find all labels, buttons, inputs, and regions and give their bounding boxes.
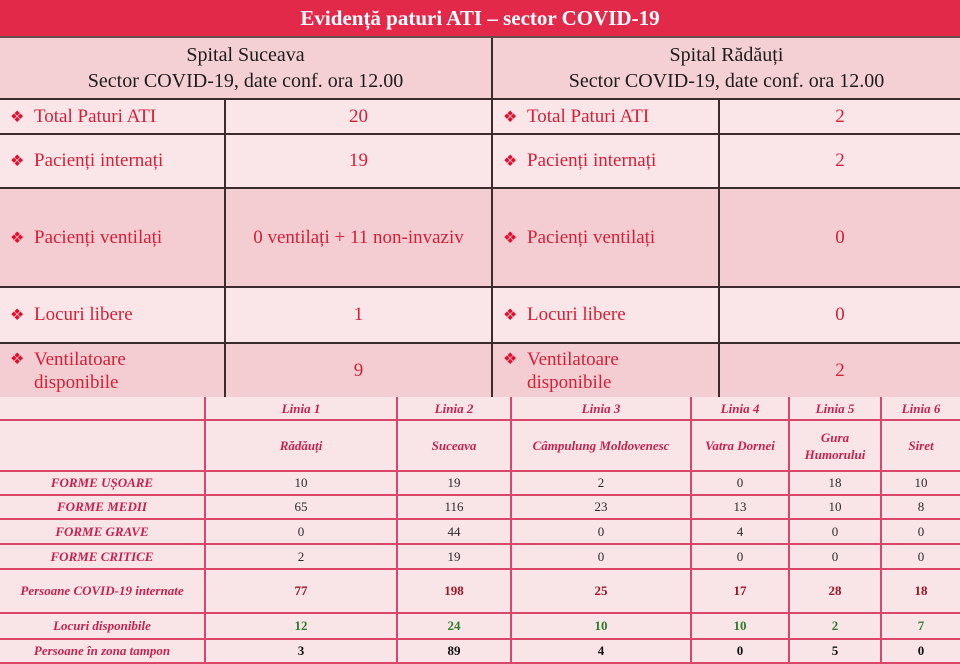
row-value: 2: [720, 135, 960, 189]
diamond-bullet-icon: ❖: [503, 350, 518, 368]
diamond-bullet-icon: ❖: [503, 229, 518, 247]
data-cell: 10: [882, 472, 960, 496]
hospital-subtitle: Sector COVID-19, date conf. ora 12.00: [568, 70, 885, 92]
data-cell: 65: [206, 496, 398, 520]
data-cell: 0: [882, 545, 960, 570]
data-cell: 19: [398, 472, 512, 496]
row-value: 9: [226, 344, 493, 397]
row-label: Locuri disponibile: [0, 614, 206, 640]
data-cell: 198: [398, 570, 512, 614]
diamond-bullet-icon: ❖: [10, 153, 25, 170]
data-cell: 13: [692, 496, 790, 520]
row-value: 2: [720, 344, 960, 397]
hospital-header-suceava: [0, 38, 493, 100]
diamond-bullet-icon: ❖: [503, 153, 518, 170]
data-cell: 0: [692, 640, 790, 664]
row-label: FORME MEDII: [0, 496, 206, 520]
row-label: ❖ Pacienți internați: [493, 135, 720, 189]
data-cell: 0: [790, 545, 882, 570]
row-label: ❖ Locuri libere: [493, 288, 720, 344]
hospital-subtitle: Sector COVID-19, date conf. ora 12.00: [87, 70, 404, 92]
data-cell: 19: [398, 545, 512, 570]
data-cell: 24: [398, 614, 512, 640]
row-label: ❖ Pacienți internați: [0, 135, 226, 189]
row-label: ❖ Total Paturi ATI: [493, 100, 720, 135]
row-label: FORME UȘOARE: [0, 472, 206, 496]
data-cell: 2: [206, 545, 398, 570]
corner-cell: [0, 397, 206, 421]
row-value: 20: [226, 100, 493, 135]
line-header: Linia 3: [512, 397, 692, 421]
row-label: ❖ Pacienți ventilați: [493, 189, 720, 288]
page-title: Evidență paturi ATI – sector COVID-19: [0, 0, 960, 38]
data-cell: 89: [398, 640, 512, 664]
location-header: Siret: [882, 421, 960, 472]
data-cell: 0: [692, 545, 790, 570]
location-header: Gura Humorului: [790, 421, 882, 472]
data-cell: 10: [206, 472, 398, 496]
line-header: Linia 1: [206, 397, 398, 421]
diamond-bullet-icon: ❖: [10, 229, 25, 247]
data-cell: 18: [882, 570, 960, 614]
row-value: 1: [226, 288, 493, 344]
line-header: Linia 5: [790, 397, 882, 421]
data-cell: 25: [512, 570, 692, 614]
diamond-bullet-icon: ❖: [503, 108, 518, 126]
data-cell: 18: [790, 472, 882, 496]
diamond-bullet-icon: ❖: [10, 350, 25, 368]
row-label: Persoane COVID-19 internate: [0, 570, 206, 614]
row-label: ❖ Locuri libere: [0, 288, 226, 344]
line-header: Linia 6: [882, 397, 960, 421]
data-cell: 4: [512, 640, 692, 664]
row-value: 2: [720, 100, 960, 135]
row-label: FORME GRAVE: [0, 520, 206, 545]
diamond-bullet-icon: ❖: [10, 307, 25, 324]
location-header: Suceava: [398, 421, 512, 472]
data-cell: 10: [512, 614, 692, 640]
data-cell: 2: [790, 614, 882, 640]
data-cell: 5: [790, 640, 882, 664]
data-cell: 12: [206, 614, 398, 640]
data-cell: 77: [206, 570, 398, 614]
row-label: ❖ Total Paturi ATI: [0, 100, 226, 135]
location-header: Rădăuți: [206, 421, 398, 472]
data-cell: 0: [692, 472, 790, 496]
data-cell: 17: [692, 570, 790, 614]
line-header: Linia 2: [398, 397, 512, 421]
data-cell: 10: [692, 614, 790, 640]
data-cell: 0: [882, 520, 960, 545]
row-label: Persoane în zona tampon: [0, 640, 206, 664]
diamond-bullet-icon: ❖: [503, 307, 518, 324]
row-label: FORME CRITICE: [0, 545, 206, 570]
data-cell: 116: [398, 496, 512, 520]
data-cell: 10: [790, 496, 882, 520]
data-cell: 0: [512, 520, 692, 545]
corner-cell: [0, 421, 206, 472]
data-cell: 0: [206, 520, 398, 545]
data-cell: 0: [512, 545, 692, 570]
data-cell: 4: [692, 520, 790, 545]
data-cell: 7: [882, 614, 960, 640]
location-header: Câmpulung Moldovenesc: [512, 421, 692, 472]
row-value: 19: [226, 135, 493, 189]
data-cell: 8: [882, 496, 960, 520]
data-cell: 28: [790, 570, 882, 614]
data-cell: 0: [790, 520, 882, 545]
row-value: 0: [720, 288, 960, 344]
row-value: 0 ventilați + 11 non-invaziv: [226, 189, 493, 288]
hospital-name: Spital Rădăuți: [669, 44, 784, 66]
data-cell: 3: [206, 640, 398, 664]
row-label: ❖ Ventilatoare disponibile: [493, 344, 720, 397]
row-value: 0: [720, 189, 960, 288]
hospital-name: Spital Suceava: [186, 44, 305, 66]
data-cell: 0: [882, 640, 960, 664]
row-label: ❖ Pacienți ventilați: [0, 189, 226, 288]
row-label: ❖ Ventilatoare disponibile: [0, 344, 226, 397]
location-header: Vatra Dornei: [692, 421, 790, 472]
data-cell: 44: [398, 520, 512, 545]
data-cell: 2: [512, 472, 692, 496]
diamond-bullet-icon: ❖: [10, 108, 25, 126]
line-header: Linia 4: [692, 397, 790, 421]
data-cell: 23: [512, 496, 692, 520]
hospital-header-radauti: [493, 38, 960, 100]
